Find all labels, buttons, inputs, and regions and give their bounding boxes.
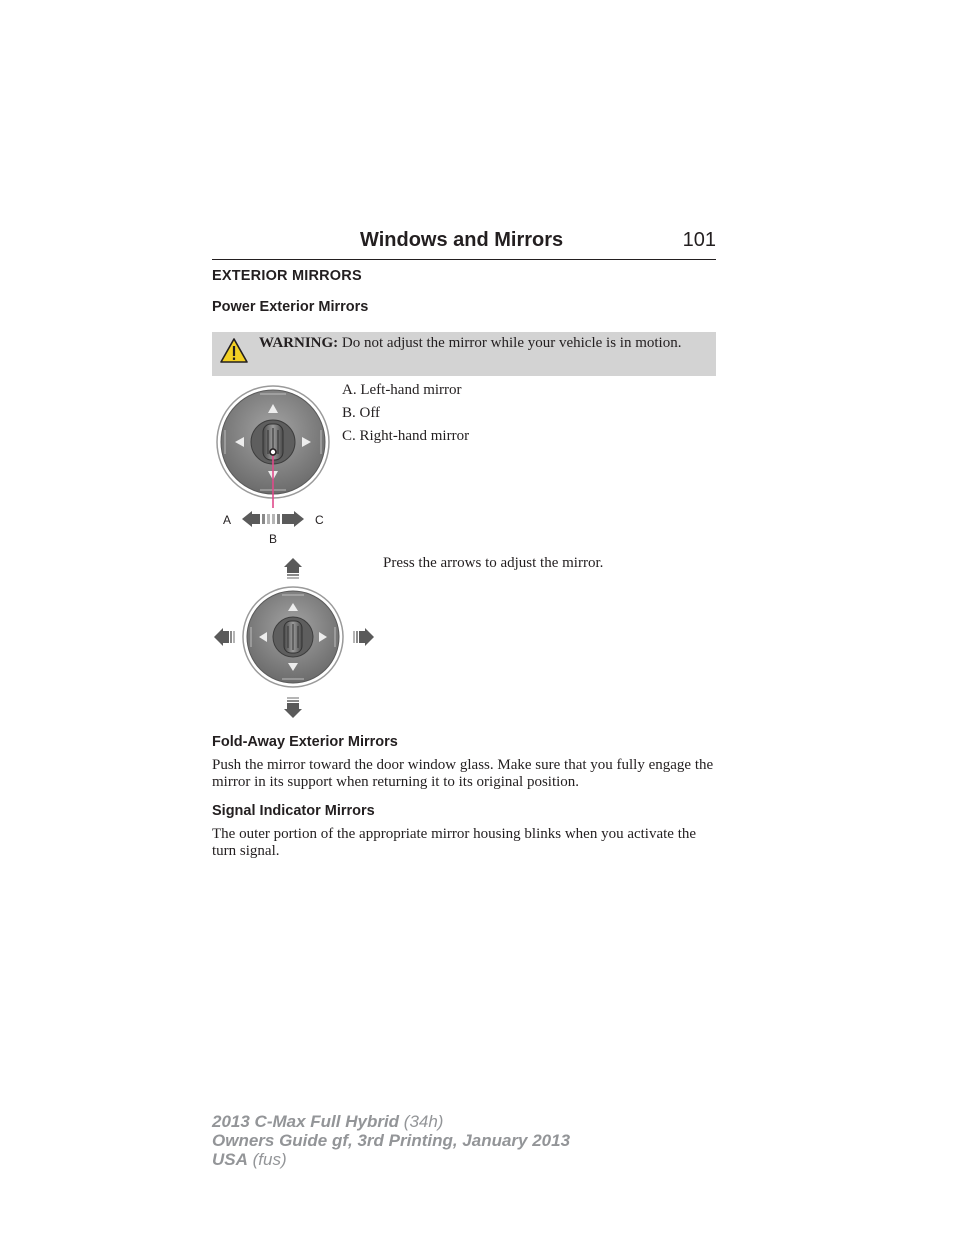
warning-triangle-icon xyxy=(219,337,249,365)
callout-a: A xyxy=(223,513,232,527)
warning-box xyxy=(212,332,716,376)
warning-message: Do not adjust the mirror while your vehicle is in motion. xyxy=(338,335,682,351)
callout-c: C xyxy=(315,513,324,527)
chapter-title: Windows and Mirrors xyxy=(360,229,564,251)
footer-model: 2013 C-Max Full Hybrid xyxy=(212,1112,400,1131)
fold-away-text: Push the mirror toward the door window glass. Make sure that you fully engage the mirror in its support when returning it to its original position. xyxy=(212,757,714,790)
footer-market-code: (fus) xyxy=(247,1150,287,1169)
section-title: EXTERIOR MIRRORS xyxy=(212,268,362,284)
footer-model-code: (34h) xyxy=(399,1112,444,1131)
legend-item-c: C. Right-hand mirror xyxy=(342,428,470,444)
figure1-legend xyxy=(342,379,469,448)
legend-item-a: A. Left-hand mirror xyxy=(342,382,462,398)
footer-market: USA xyxy=(212,1150,248,1169)
legend-item-b: B. Off xyxy=(342,405,381,421)
figure2-caption: Press the arrows to adjust the mirror. xyxy=(383,555,604,571)
mirror-adjust-figure xyxy=(212,555,376,721)
signal-heading: Signal Indicator Mirrors xyxy=(212,803,375,819)
page-header xyxy=(212,229,716,260)
page-number: 101 xyxy=(682,229,716,251)
signal-text: The outer portion of the appropriate mirror housing blinks when you activate the turn signal. xyxy=(212,826,697,859)
page-footer xyxy=(212,1112,570,1169)
warning-text xyxy=(259,334,709,352)
fold-away-heading: Fold-Away Exterior Mirrors xyxy=(212,734,398,750)
footer-edition: Owners Guide gf, 3rd Printing, January 2013 xyxy=(212,1131,571,1150)
callout-b: B xyxy=(269,532,278,546)
warning-label: WARNING: xyxy=(259,335,339,351)
mirror-selector-figure xyxy=(212,380,336,548)
power-mirrors-heading: Power Exterior Mirrors xyxy=(212,299,369,315)
